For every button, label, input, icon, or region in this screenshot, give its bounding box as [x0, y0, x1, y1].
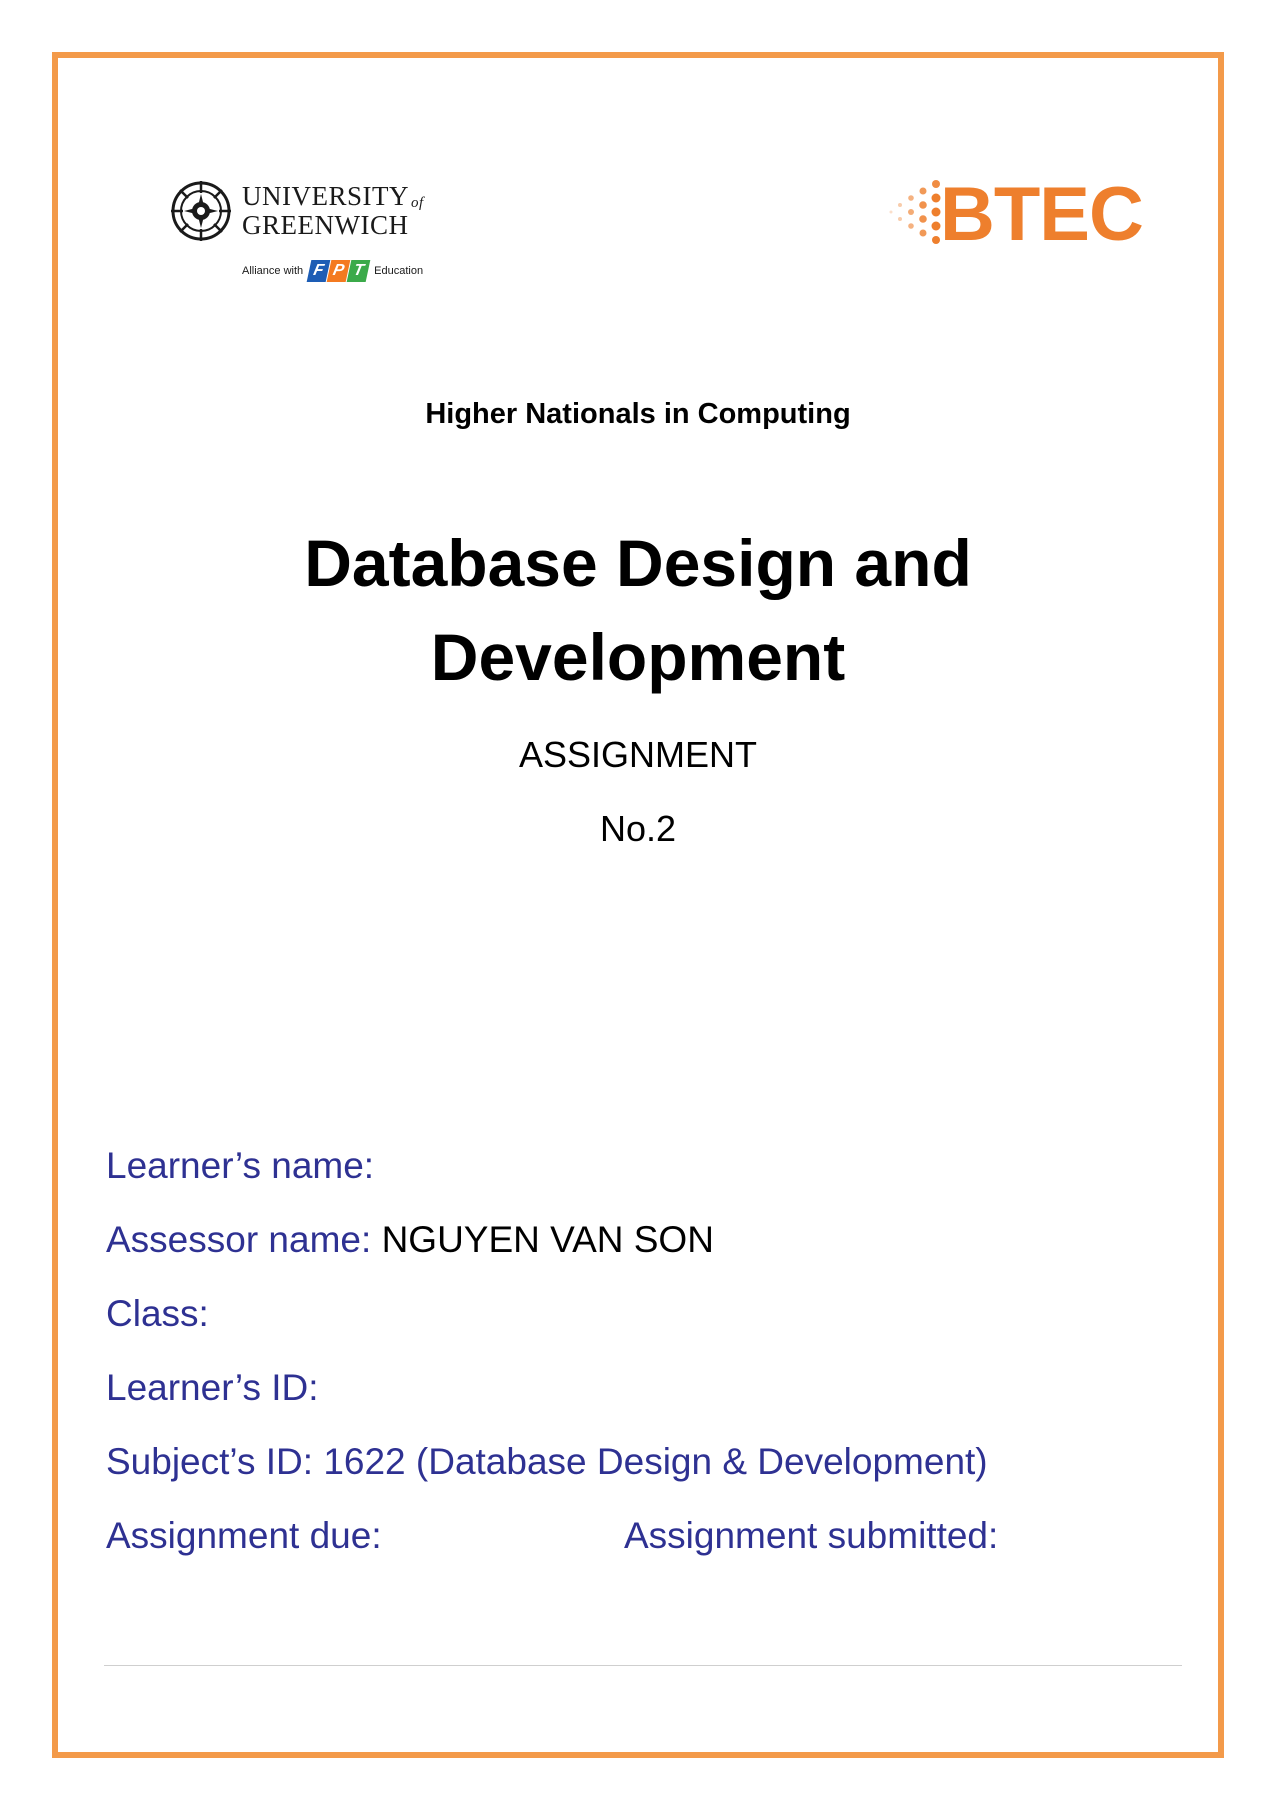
fpt-letter-t: T: [347, 260, 371, 282]
assignment-submitted-row: [624, 1514, 998, 1558]
greenwich-wordmark-line2: GREENWICH: [242, 210, 409, 240]
subject-row: [106, 1440, 988, 1484]
greenwich-wordmark-line1: UNIVERSITY of: [242, 181, 424, 211]
assessor-value: NGUYEN VAN SON: [381, 1219, 714, 1260]
bottom-divider: [104, 1665, 1182, 1666]
page-border: [52, 52, 1224, 1758]
program-subtitle: Higher Nationals in Computing: [425, 398, 851, 430]
learner-name-label: Learner’s name:: [106, 1145, 375, 1186]
assessor-row: [106, 1218, 714, 1262]
learner-name-row: [106, 1144, 374, 1188]
learner-id-row: [106, 1366, 319, 1410]
learner-id-label: Learner’s ID:: [106, 1367, 319, 1408]
assignment-label: ASSIGNMENT: [518, 734, 758, 775]
title-line-1: Database Design and: [304, 526, 972, 600]
class-label: Class:: [106, 1293, 209, 1334]
class-row: [106, 1292, 209, 1336]
fpt-letter-p: P: [327, 260, 351, 282]
btec-dot-pattern-icon: [888, 176, 944, 256]
greenwich-logo: [170, 180, 460, 290]
compass-crest-icon: [170, 180, 232, 242]
alliance-prefix: Alliance with: [242, 265, 304, 277]
fpt-logo-icon: [309, 260, 368, 282]
btec-wordmark: BTEC: [940, 172, 1143, 257]
fpt-letter-f: F: [307, 260, 331, 282]
subject-label: Subject’s ID:: [106, 1441, 314, 1482]
document-title: [52, 516, 1224, 704]
assignment-number: No.2: [599, 808, 677, 849]
alliance-suffix: Education: [374, 265, 424, 277]
subject-value: 1622 (Database Design & Development): [323, 1441, 988, 1482]
assignment-due-row: [106, 1514, 382, 1558]
alliance-fpt-line: [242, 260, 423, 282]
title-line-2: Development: [430, 620, 846, 694]
assessor-label: Assessor name:: [106, 1219, 372, 1260]
assignment-due-label: Assignment due:: [106, 1515, 382, 1556]
btec-logo: [888, 172, 1148, 262]
assignment-submitted-label: Assignment submitted:: [624, 1515, 999, 1556]
